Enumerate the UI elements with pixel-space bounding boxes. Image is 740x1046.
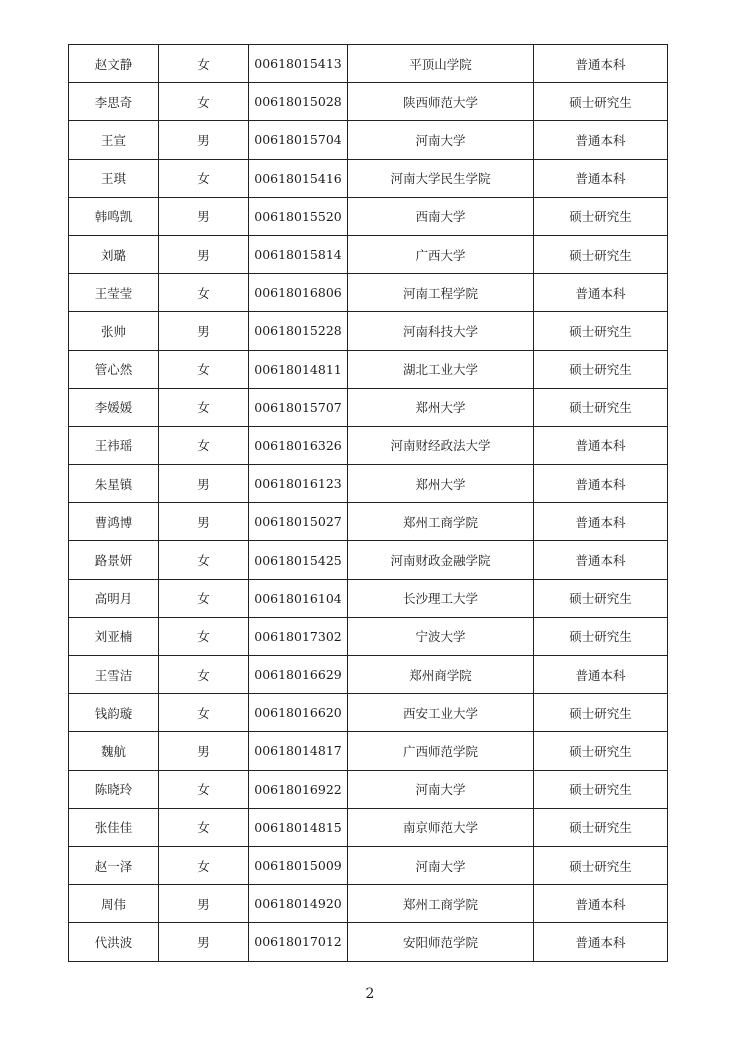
degree-level-cell: 普通本科: [534, 923, 668, 961]
table-row: [69, 274, 668, 312]
degree-level-cell: 普通本科: [534, 656, 668, 694]
gender-cell: 女: [159, 656, 249, 694]
gender-cell: 男: [159, 197, 249, 235]
degree-level-cell: 硕士研究生: [534, 235, 668, 273]
exam-id-cell: 00618015228: [249, 312, 348, 350]
school-cell: 河南大学民生学院: [348, 159, 534, 197]
exam-id-cell: 00618016629: [249, 656, 348, 694]
exam-id-cell: 00618016123: [249, 465, 348, 503]
school-cell: 河南工程学院: [348, 274, 534, 312]
degree-level-cell: 硕士研究生: [534, 770, 668, 808]
degree-level-cell: 硕士研究生: [534, 808, 668, 846]
school-cell: 郑州大学: [348, 388, 534, 426]
name-cell: 李思奇: [69, 83, 159, 121]
school-cell: 河南财政金融学院: [348, 541, 534, 579]
name-cell: 王莹莹: [69, 274, 159, 312]
degree-level-cell: 硕士研究生: [534, 617, 668, 655]
table-row: [69, 923, 668, 961]
gender-cell: 男: [159, 923, 249, 961]
gender-cell: 女: [159, 579, 249, 617]
exam-id-cell: 00618014811: [249, 350, 348, 388]
school-cell: 郑州大学: [348, 465, 534, 503]
exam-id-cell: 00618016620: [249, 694, 348, 732]
name-cell: 管心然: [69, 350, 159, 388]
table-row: [69, 350, 668, 388]
school-cell: 广西大学: [348, 235, 534, 273]
name-cell: 王琪: [69, 159, 159, 197]
name-cell: 周伟: [69, 885, 159, 923]
gender-cell: 男: [159, 465, 249, 503]
exam-id-cell: 00618017012: [249, 923, 348, 961]
name-cell: 赵文静: [69, 45, 159, 83]
name-cell: 张佳佳: [69, 808, 159, 846]
gender-cell: 女: [159, 388, 249, 426]
gender-cell: 女: [159, 274, 249, 312]
name-cell: 张帅: [69, 312, 159, 350]
exam-id-cell: 00618014920: [249, 885, 348, 923]
school-cell: 平顶山学院: [348, 45, 534, 83]
exam-id-cell: 00618017302: [249, 617, 348, 655]
name-cell: 王祎瑶: [69, 426, 159, 464]
school-cell: 河南财经政法大学: [348, 426, 534, 464]
degree-level-cell: 硕士研究生: [534, 579, 668, 617]
degree-level-cell: 硕士研究生: [534, 694, 668, 732]
table-row: [69, 197, 668, 235]
name-cell: 王宣: [69, 121, 159, 159]
gender-cell: 女: [159, 808, 249, 846]
exam-id-cell: 00618015413: [249, 45, 348, 83]
table-row: [69, 617, 668, 655]
gender-cell: 女: [159, 159, 249, 197]
gender-cell: 男: [159, 885, 249, 923]
table-row: [69, 235, 668, 273]
table-row: [69, 465, 668, 503]
degree-level-cell: 普通本科: [534, 121, 668, 159]
exam-id-cell: 00618015028: [249, 83, 348, 121]
school-cell: 河南大学: [348, 121, 534, 159]
school-cell: 安阳师范学院: [348, 923, 534, 961]
school-cell: 郑州工商学院: [348, 885, 534, 923]
table-row: [69, 312, 668, 350]
school-cell: 河南大学: [348, 846, 534, 884]
candidate-table: [68, 44, 668, 962]
degree-level-cell: 硕士研究生: [534, 312, 668, 350]
exam-id-cell: 00618015416: [249, 159, 348, 197]
name-cell: 刘亚楠: [69, 617, 159, 655]
degree-level-cell: 普通本科: [534, 465, 668, 503]
exam-id-cell: 00618015707: [249, 388, 348, 426]
exam-id-cell: 00618016104: [249, 579, 348, 617]
name-cell: 李媛媛: [69, 388, 159, 426]
table-row: [69, 846, 668, 884]
gender-cell: 男: [159, 235, 249, 273]
name-cell: 魏航: [69, 732, 159, 770]
exam-id-cell: 00618016806: [249, 274, 348, 312]
gender-cell: 男: [159, 732, 249, 770]
degree-level-cell: 硕士研究生: [534, 350, 668, 388]
degree-level-cell: 普通本科: [534, 426, 668, 464]
gender-cell: 女: [159, 426, 249, 464]
table-row: [69, 694, 668, 732]
table-row: [69, 541, 668, 579]
table-row: [69, 656, 668, 694]
name-cell: 曹鸿博: [69, 503, 159, 541]
school-cell: 河南大学: [348, 770, 534, 808]
table-row: [69, 770, 668, 808]
school-cell: 陕西师范大学: [348, 83, 534, 121]
table-row: [69, 121, 668, 159]
gender-cell: 女: [159, 45, 249, 83]
table-row: [69, 426, 668, 464]
degree-level-cell: 硕士研究生: [534, 197, 668, 235]
school-cell: 河南科技大学: [348, 312, 534, 350]
exam-id-cell: 00618014817: [249, 732, 348, 770]
table-row: [69, 579, 668, 617]
degree-level-cell: 硕士研究生: [534, 388, 668, 426]
exam-id-cell: 00618015425: [249, 541, 348, 579]
name-cell: 韩鸣凯: [69, 197, 159, 235]
table-row: [69, 159, 668, 197]
name-cell: 刘璐: [69, 235, 159, 273]
school-cell: 西南大学: [348, 197, 534, 235]
exam-id-cell: 00618015520: [249, 197, 348, 235]
exam-id-cell: 00618016922: [249, 770, 348, 808]
school-cell: 宁波大学: [348, 617, 534, 655]
table-row: [69, 388, 668, 426]
exam-id-cell: 00618015009: [249, 846, 348, 884]
exam-id-cell: 00618016326: [249, 426, 348, 464]
degree-level-cell: 硕士研究生: [534, 846, 668, 884]
school-cell: 湖北工业大学: [348, 350, 534, 388]
exam-id-cell: 00618015704: [249, 121, 348, 159]
candidate-table-body: [69, 45, 668, 962]
table-row: [69, 732, 668, 770]
gender-cell: 女: [159, 694, 249, 732]
exam-id-cell: 00618015814: [249, 235, 348, 273]
exam-id-cell: 00618015027: [249, 503, 348, 541]
name-cell: 钱韵璇: [69, 694, 159, 732]
degree-level-cell: 普通本科: [534, 45, 668, 83]
name-cell: 路景妍: [69, 541, 159, 579]
school-cell: 广西师范学院: [348, 732, 534, 770]
name-cell: 朱星镇: [69, 465, 159, 503]
school-cell: 西安工业大学: [348, 694, 534, 732]
name-cell: 高明月: [69, 579, 159, 617]
degree-level-cell: 硕士研究生: [534, 732, 668, 770]
page-number: 2: [365, 986, 375, 1002]
table-row: [69, 503, 668, 541]
table-row: [69, 885, 668, 923]
gender-cell: 女: [159, 770, 249, 808]
name-cell: 代洪波: [69, 923, 159, 961]
exam-id-cell: 00618014815: [249, 808, 348, 846]
degree-level-cell: 普通本科: [534, 159, 668, 197]
gender-cell: 男: [159, 312, 249, 350]
gender-cell: 女: [159, 541, 249, 579]
gender-cell: 男: [159, 121, 249, 159]
gender-cell: 女: [159, 846, 249, 884]
school-cell: 郑州商学院: [348, 656, 534, 694]
degree-level-cell: 普通本科: [534, 274, 668, 312]
degree-level-cell: 普通本科: [534, 885, 668, 923]
gender-cell: 男: [159, 503, 249, 541]
table-row: [69, 808, 668, 846]
degree-level-cell: 普通本科: [534, 503, 668, 541]
gender-cell: 女: [159, 617, 249, 655]
name-cell: 赵一泽: [69, 846, 159, 884]
table-row: [69, 45, 668, 83]
degree-level-cell: 硕士研究生: [534, 83, 668, 121]
degree-level-cell: 普通本科: [534, 541, 668, 579]
table-row: [69, 83, 668, 121]
gender-cell: 女: [159, 350, 249, 388]
name-cell: 王雪洁: [69, 656, 159, 694]
school-cell: 郑州工商学院: [348, 503, 534, 541]
school-cell: 南京师范大学: [348, 808, 534, 846]
name-cell: 陈晓玲: [69, 770, 159, 808]
gender-cell: 女: [159, 83, 249, 121]
school-cell: 长沙理工大学: [348, 579, 534, 617]
